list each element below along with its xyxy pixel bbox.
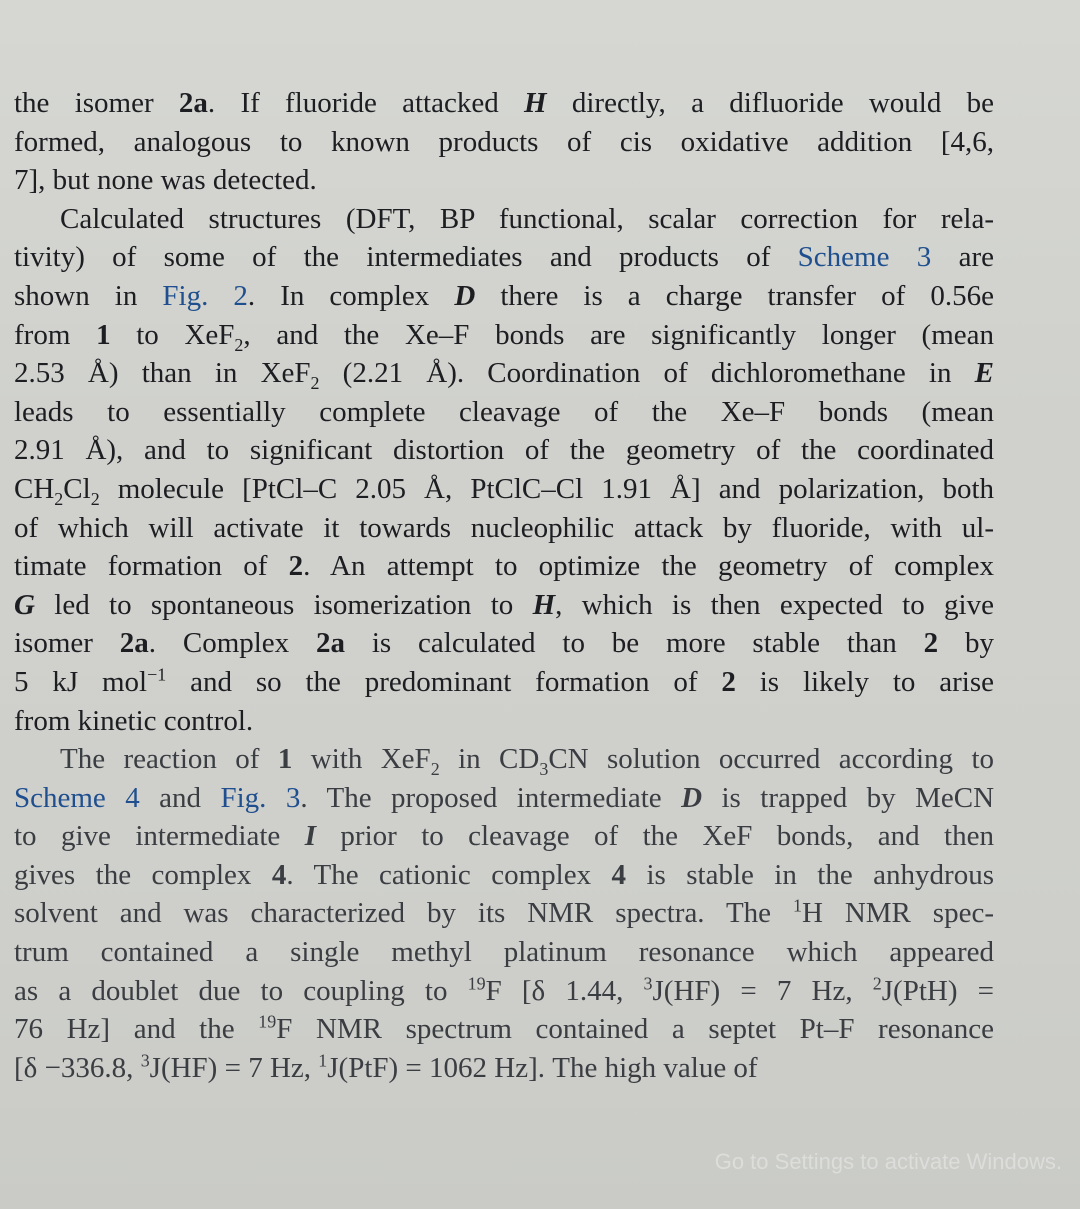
text-line: Calculated structures (DFT, BP functional, scalar correction for rela-: [60, 202, 994, 235]
text-line: 2.53 Å) than in XeF$_2$ (2.21 Å). Coordination of dichloromethane in E: [14, 357, 995, 393]
text-line: gives the complex 4. The cationic complex 4 is stable in the anhydrous: [14, 858, 994, 891]
text-line: Scheme 4 and Fig. 3. The proposed intermediate D is trapped by MeCN: [14, 781, 995, 814]
text-line: tivity) of some of the intermediates and products of Scheme 3 are: [14, 241, 994, 274]
activation-watermark: Go to Settings to activate Windows.: [714, 1149, 1062, 1174]
text-line: G led to spontaneous isomerization to H, which is then expected to give: [14, 588, 994, 621]
article-body-text: [14, 84, 994, 1087]
text-line: isomer 2a. Complex 2a is calculated to be more stable than 2 by: [14, 627, 994, 660]
text-line: 5 kJ mol$^{-1}$ and so the predominant formation of 2 is likely to arise: [14, 664, 994, 698]
text-line: 2.91 Å), and to significant distortion of the geometry of the coordinated: [14, 434, 994, 467]
text-line: trum contained a single methyl platinum resonance which appeared: [14, 936, 994, 969]
text-line: $CH_2Cl_2$ molecule [PtCl–C 2.05 Å, PtClC–Cl 1.91 Å] and polarization, both: [14, 472, 994, 509]
text-line: timate formation of 2. An attempt to optimize the geometry of complex: [14, 550, 994, 583]
text-line: to give intermediate I prior to cleavage of the XeF bonds, and then: [14, 820, 994, 853]
text-line: the isomer 2a. If fluoride attacked H directly, a difluoride would be: [14, 87, 995, 119]
text-line: 7], but none was detected.: [14, 164, 317, 197]
text-line: of which will activate it towards nucleophilic attack by fluoride, with ul-: [14, 511, 994, 544]
text-line: The reaction of 1 with XeF$_2$ in $CD_3CN$ solution occurred according to: [60, 743, 995, 779]
text-line: 76 Hz] and the $^{19}$F NMR spectrum contained a septet Pt–F resonance: [14, 1011, 994, 1046]
text-line: as a doublet due to coupling to $^{19}$F [δ 1.44, $^3$J(HF) = 7 Hz, $^2$J(PtH) =: [14, 973, 994, 1007]
text-line: from 1 to XeF$_2$, and the Xe–F bonds are significantly longer (mean: [14, 318, 995, 355]
text-line: shown in Fig. 2. In complex D there is a charge transfer of 0.56e: [14, 279, 994, 312]
text-line: solvent and was characterized by its NMR spectra. The $^1$H NMR spec-: [14, 895, 994, 930]
text-line: [δ −336.8, $^3$J(HF) = 7 Hz, $^1$J(PtF) = 1062 Hz]. The high value of: [14, 1050, 758, 1084]
text-line: formed, analogous to known products of cis oxidative addition [4,6,: [14, 125, 994, 158]
text-line: leads to essentially complete cleavage of the Xe–F bonds (mean: [14, 395, 994, 428]
text-line: from kinetic control.: [14, 704, 254, 737]
